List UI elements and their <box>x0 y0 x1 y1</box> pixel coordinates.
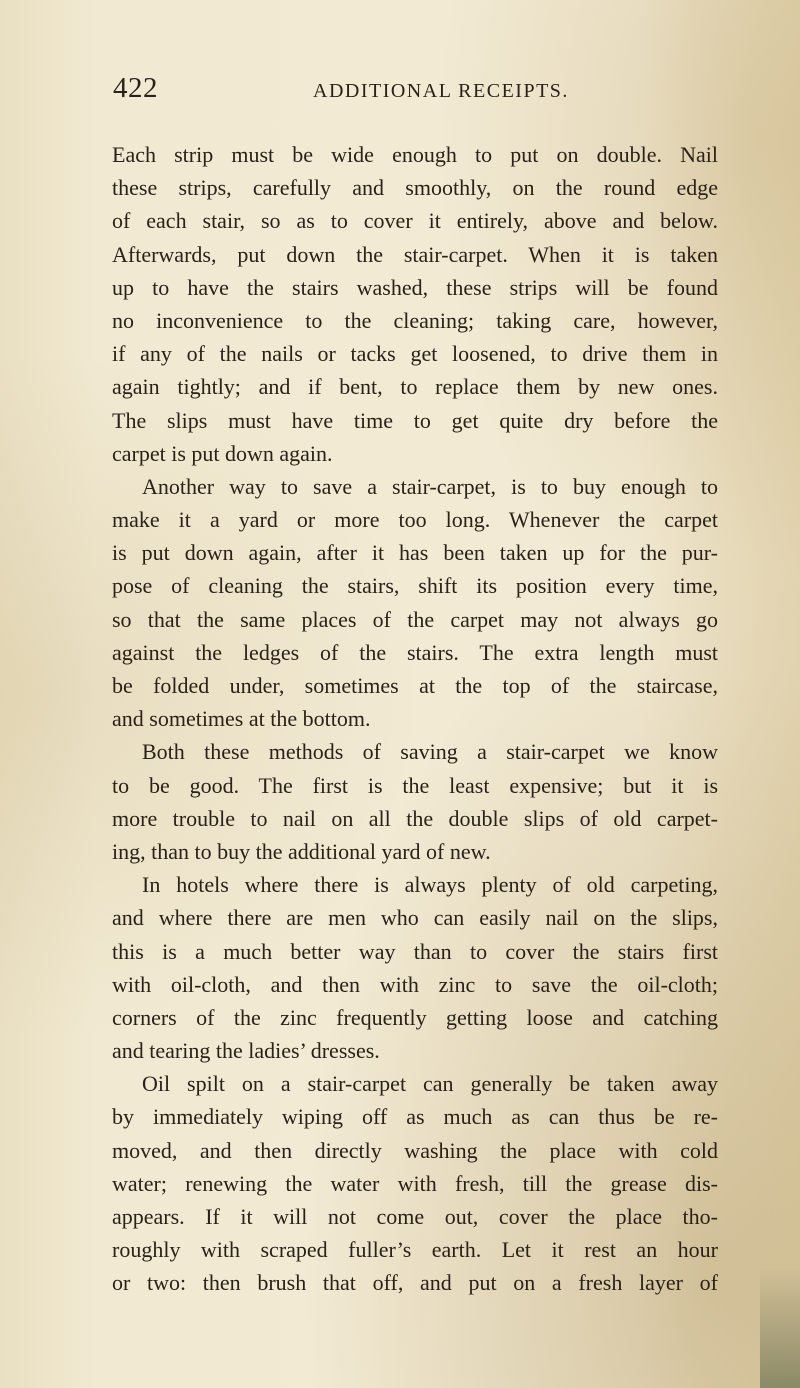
text-line: Each strip must be wide enough to put on double. Nail <box>112 142 718 167</box>
text-line: more trouble to nail on all the double slips of old carpet- <box>112 805 718 831</box>
text-line: with oil-cloth, and then with zinc to save the oil-cloth; <box>112 971 718 997</box>
text-line: appears. If it will not come out, cover the place tho- <box>112 1204 718 1229</box>
text-line: pose of cleaning the stairs, shift its position every time, <box>112 573 718 599</box>
text-line: is put down again, after it has been taken up for the pur- <box>112 540 718 566</box>
text-line: by immediately wiping off as much as can thus be re- <box>112 1104 718 1130</box>
text-line: Another way to save a stair-carpet, is to buy enough to <box>142 473 718 499</box>
text-line: against the ledges of the stairs. The extra length must <box>112 639 718 665</box>
text-line: ing, than to buy the additional yard of new. <box>112 838 491 864</box>
page-header <box>113 72 713 112</box>
text-line: and sometimes at the bottom. <box>112 706 371 732</box>
text-line: of each stair, so as to cover it entirely, above and below. <box>112 208 718 234</box>
text-line: and where there are men who can easily nail on the slips, <box>112 905 718 931</box>
text-line: be folded under, sometimes at the top of the staircase, <box>112 673 718 698</box>
text-line: no inconvenience to the cleaning; taking care, however, <box>112 307 718 333</box>
text-line: or two: then brush that off, and put on a fresh layer of <box>112 1270 718 1296</box>
text-line: In hotels where there is always plenty of old carpeting, <box>142 872 718 898</box>
text-line: Oil spilt on a stair-carpet can generally be taken away <box>142 1071 718 1097</box>
text-line: The slips must have time to get quite dry before the <box>112 407 718 433</box>
text-line: moved, and then directly washing the place with cold <box>112 1137 718 1163</box>
text-line: these strips, carefully and smoothly, on the round edge <box>112 175 718 201</box>
text-line: and tearing the ladies’ dresses. <box>112 1038 380 1064</box>
text-line: so that the same places of the carpet may not always go <box>112 606 718 632</box>
text-line: make it a yard or more too long. Whenever the carpet <box>112 507 718 533</box>
page-stain <box>760 1268 800 1388</box>
text-line: carpet is put down again. <box>112 440 333 466</box>
text-line: again tightly; and if bent, to replace them by new ones. <box>112 374 718 400</box>
text-line: up to have the stairs washed, these strips will be found <box>112 274 718 300</box>
text-line: if any of the nails or tacks get loosened, to drive them in <box>112 341 718 367</box>
text-line: water; renewing the water with fresh, till the grease dis- <box>112 1170 718 1196</box>
body-text <box>112 138 718 1300</box>
text-line: this is a much better way than to cover the stairs first <box>112 938 718 964</box>
text-line: Both these methods of saving a stair-carpet we know <box>142 739 718 765</box>
page-number: 422 <box>113 72 158 104</box>
text-line: corners of the zinc frequently getting loose and catching <box>112 1004 718 1030</box>
text-line: Afterwards, put down the stair-carpet. When it is taken <box>112 241 718 267</box>
text-line: roughly with scraped fuller’s earth. Let it rest an hour <box>112 1237 718 1263</box>
running-head: ADDITIONAL RECEIPTS. <box>313 80 569 102</box>
text-line: to be good. The first is the least expensive; but it is <box>112 772 718 798</box>
